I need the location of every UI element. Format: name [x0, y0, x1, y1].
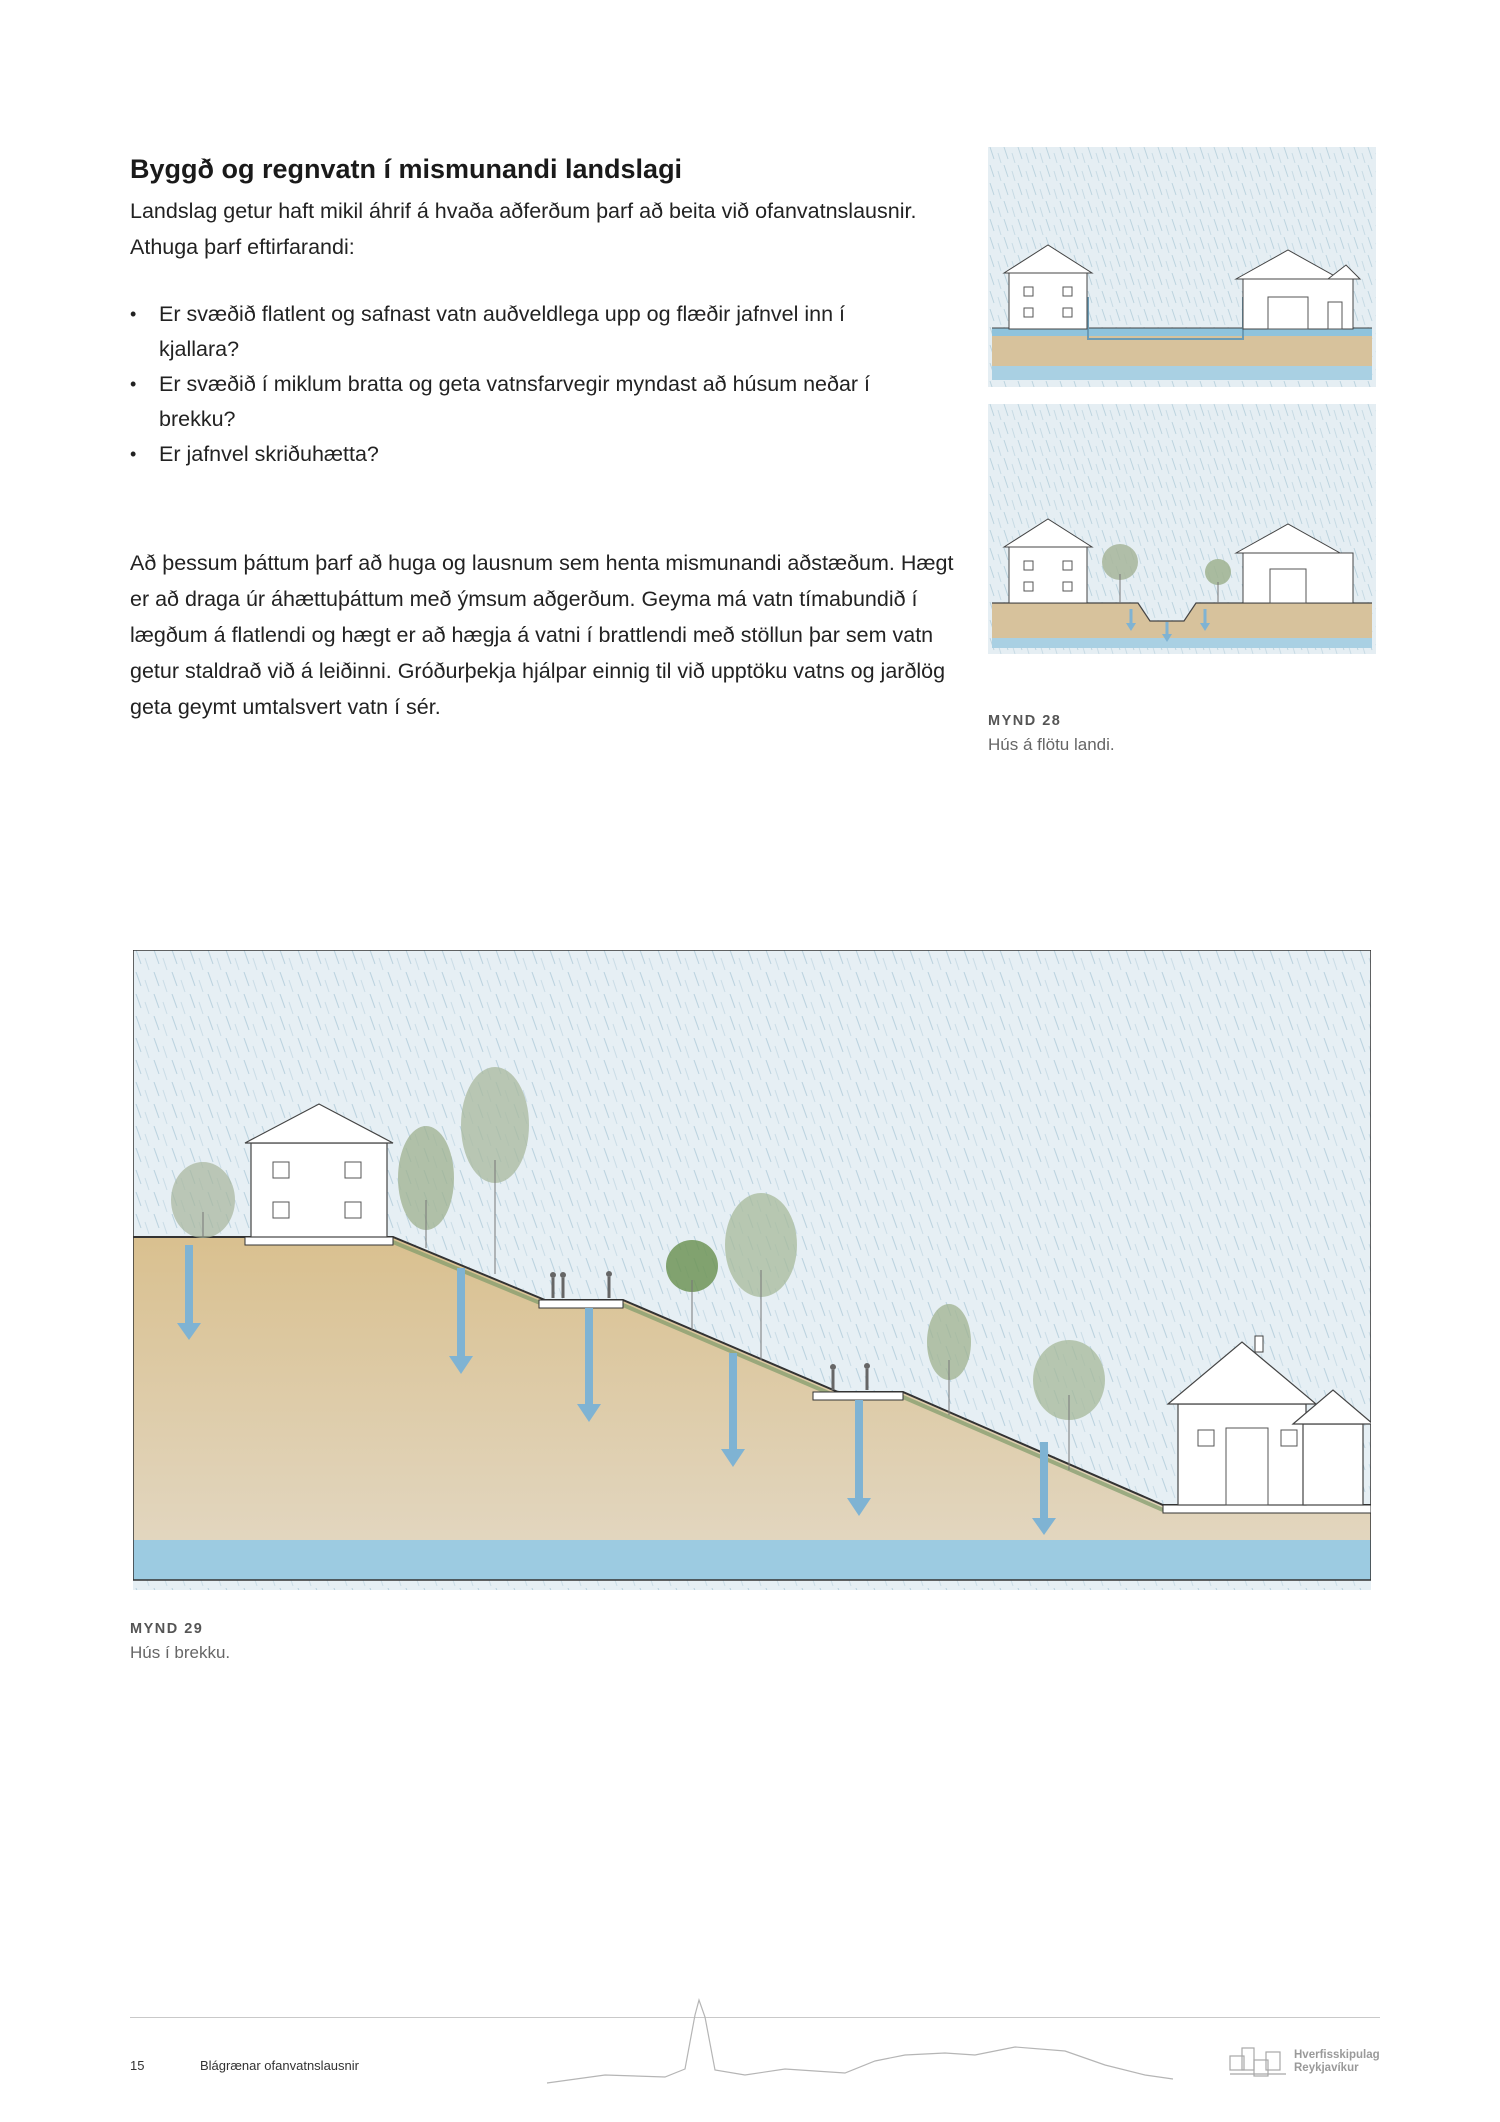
figure-29-caption [130, 1621, 230, 1663]
figure-29-slope-illustration [133, 950, 1371, 1590]
list-item: • Er svæðið flatlent og safnast vatn auðveldlega upp og flæðir jafnvel inn í kjallara? [130, 297, 930, 367]
document-title: Blágrænar ofanvatnslausnir [200, 2058, 359, 2073]
intro-paragraph: Landslag getur haft mikil áhrif á hvaða aðferðum þarf að beita við ofanvatnslausnir. Athuga þarf eftirfarandi: [130, 199, 917, 259]
foundation [1163, 1505, 1371, 1513]
bullet-icon: • [130, 304, 137, 324]
skyline-icon [545, 1995, 1175, 2085]
figure-28-flat-illustration [988, 147, 1376, 387]
groundwater [992, 366, 1372, 380]
figure-label: MYND 29 [130, 1621, 204, 1637]
foundation [245, 1237, 393, 1245]
soil-layer [992, 336, 1372, 366]
terrace-foundation [813, 1392, 903, 1400]
brand-logo-text: Hverfisskipulag Reykjavíkur [1294, 2049, 1380, 2074]
figure-label: MYND 28 [988, 713, 1062, 729]
figure-28-caption [988, 713, 1115, 755]
figure-28-swale-illustration [988, 404, 1376, 654]
figure-caption-text: Hús í brekku. [130, 1643, 231, 1662]
list-item: • Er jafnvel skriðuhætta? [130, 437, 930, 472]
list-item: • Er svæðið í miklum bratta og geta vatnsfarvegir myndast að húsum neðar í brekku? [130, 367, 930, 437]
terrace-foundation [539, 1300, 623, 1308]
bullet-icon: • [130, 444, 137, 464]
bullet-icon: • [130, 374, 137, 394]
question-list [130, 297, 930, 472]
figure-caption-text: Hús á flötu landi. [988, 735, 1115, 754]
body-paragraph: Að þessum þáttum þarf að huga og lausnum sem henta mismunandi aðstæðum. Hægt er að draga úr áhættuþáttum með ýmsum aðgerðum. Geyma má vatn tímabundið í lægðum á flatlendi og hægt er að hægja á vatni í brattlendi með stöllun þar sem vatn getur staldrað við á leiðinni. Gróðurþekja hjálpar einnig til við upptöku vatns og jarðlög geta geymt umtalsvert vatn í sér. [130, 551, 954, 719]
section-heading: Byggð og regnvatn í mismunandi landslagi [130, 154, 683, 184]
groundwater [133, 1540, 1371, 1580]
logo-icon [1228, 2044, 1290, 2080]
groundwater [992, 638, 1372, 648]
tree [171, 1162, 235, 1238]
page-number: 15 [130, 2058, 145, 2073]
